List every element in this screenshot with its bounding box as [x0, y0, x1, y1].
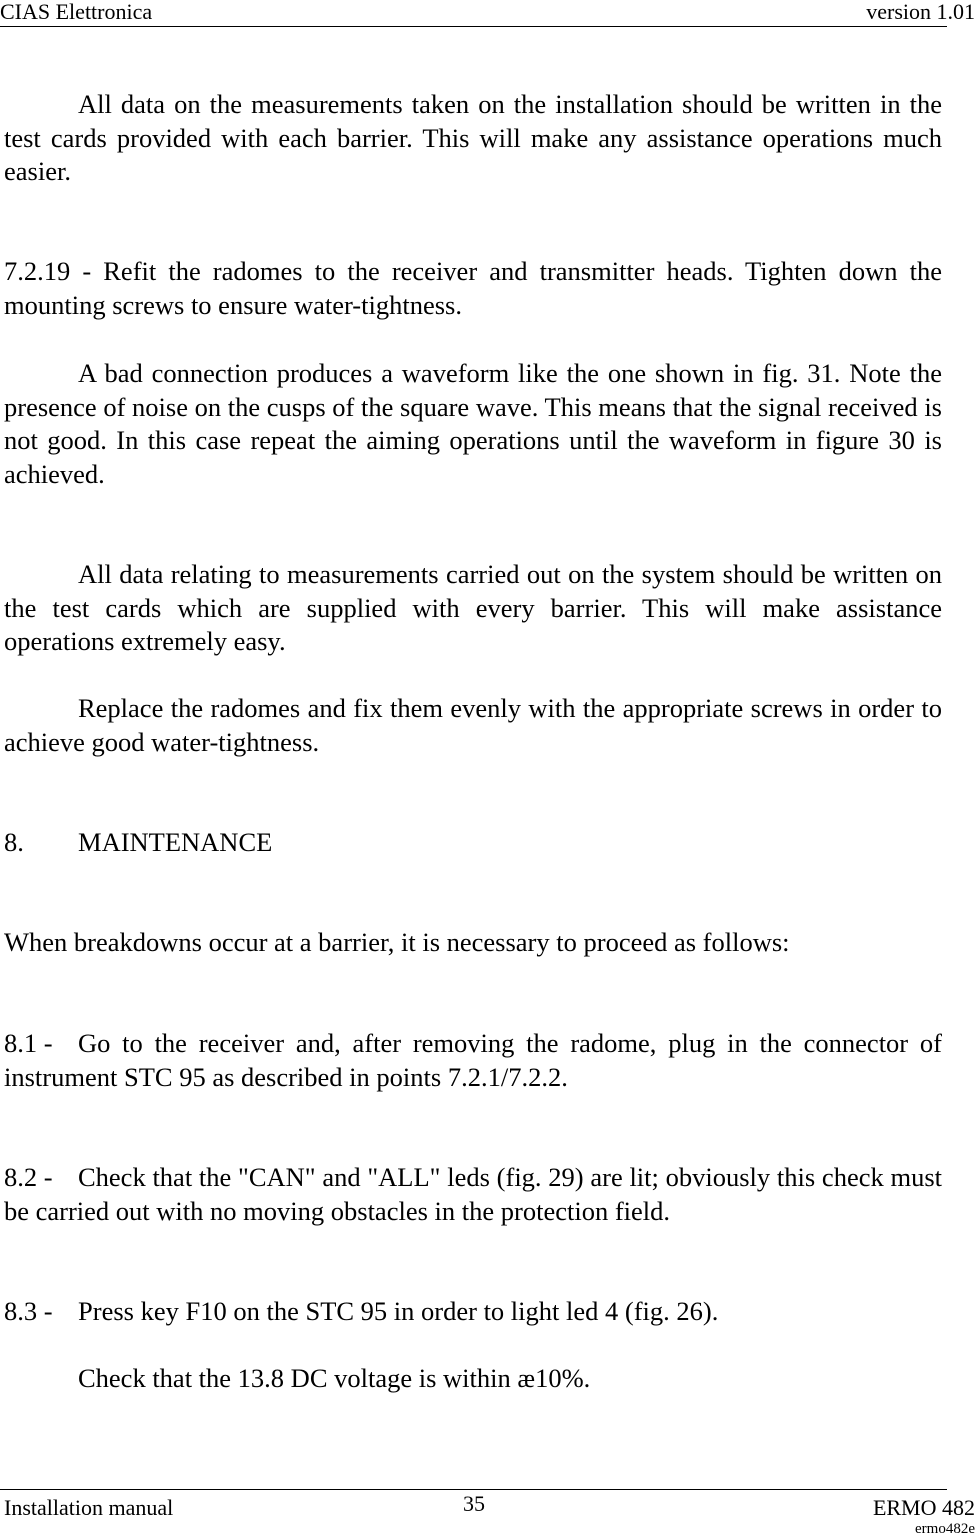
paragraph-test-cards: All data on the measurements taken on the installation should be written in the test cards provided with each barrier. This will make any assistance operations much easier. — [4, 89, 942, 186]
section-title: MAINTENANCE — [78, 827, 273, 857]
header-version: version 1.01 — [866, 0, 975, 24]
step-number: 8.1 - — [4, 1028, 53, 1058]
paragraph-bad-connection: A bad connection produces a waveform like the one shown in fig. 31. Note the presence of noise on the cusps of the square wave. This means that the signal received is not good. In this case repeat the aiming operations until the waveform in figure 30 is achieved. — [4, 358, 942, 489]
maintenance-intro: When breakdowns occur at a barrier, it is necessary to proceed as follows: — [4, 927, 790, 957]
step-text: Go to the receiver and, after removing the radome, plug in the connector of instrument STC 95 as described in points 7.2.1/7.2.2. — [4, 1028, 942, 1092]
section-number: 8. — [4, 827, 24, 857]
step-number: 8.2 - — [4, 1162, 53, 1192]
header-rule — [0, 26, 947, 27]
footer-left-text: Installation manual — [4, 1495, 174, 1520]
page-number: 35 — [463, 1491, 485, 1516]
step-text: Press key F10 on the STC 95 in order to light led 4 (fig. 26). — [78, 1296, 719, 1326]
paragraph-7-2-19: 7.2.19 - Refit the radomes to the receiver and transmitter heads. Tighten down the mounting screws to ensure water-tightness. — [4, 256, 942, 320]
paragraph-measurement-data: All data relating to measurements carried out on the system should be written on the test cards which are supplied with every barrier. This will make assistance operations extremely easy. — [4, 559, 942, 656]
header-left-text: CIAS Elettronica — [0, 0, 153, 24]
paragraph-replace-radomes: Replace the radomes and fix them evenly with the appropriate screws in order to achieve good water-tightness. — [4, 693, 942, 757]
step-text: Check that the "CAN" and "ALL" leds (fig. 29) are lit; obviously this check must be carried out with no moving obstacles in the protection field. — [4, 1162, 942, 1226]
footer-rule — [0, 1489, 947, 1490]
footer-product-code: ERMO 482 — [872, 1495, 975, 1520]
step-number: 8.3 - — [4, 1296, 53, 1326]
footer-document-code: ermo482e — [915, 1521, 975, 1537]
voltage-check-note: Check that the 13.8 DC voltage is within æ10%. — [78, 1363, 591, 1393]
